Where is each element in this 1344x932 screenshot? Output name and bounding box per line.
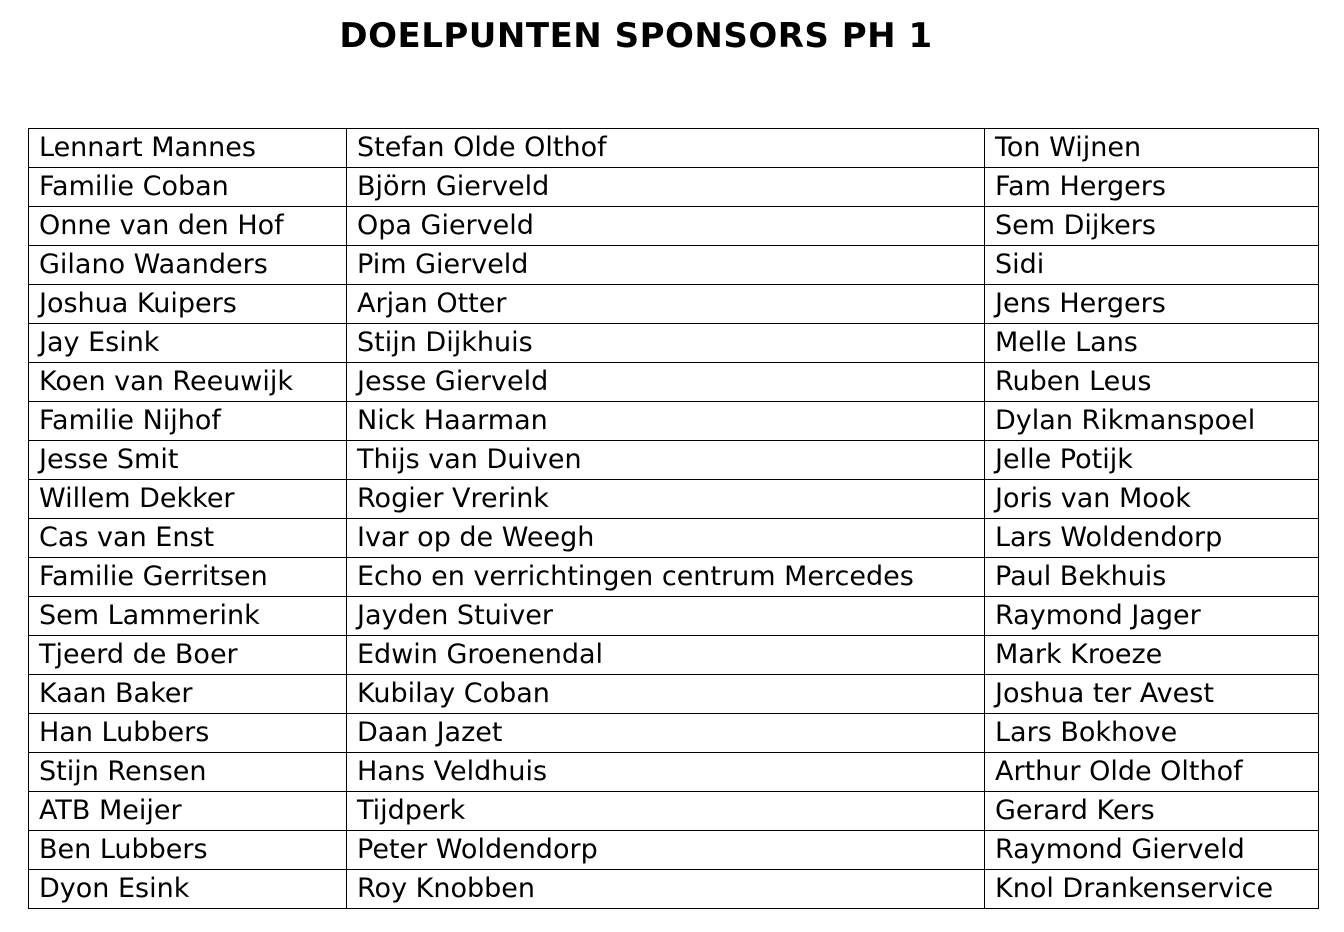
sponsor-name-cell: Koen van Reeuwijk — [29, 363, 347, 402]
sponsor-name-cell: Mark Kroeze — [985, 636, 1319, 675]
sponsor-name-cell: Knol Drankenservice — [985, 870, 1319, 909]
sponsor-name-cell: Sem Lammerink — [29, 597, 347, 636]
sponsor-table — [28, 128, 1319, 909]
sponsor-name-cell: Arjan Otter — [347, 285, 985, 324]
sponsor-name-cell: Fam Hergers — [985, 168, 1319, 207]
sponsor-table-body — [29, 129, 1319, 909]
sponsor-name-cell: Ben Lubbers — [29, 831, 347, 870]
sponsor-name-cell: Gerard Kers — [985, 792, 1319, 831]
table-row — [29, 714, 1319, 753]
sponsor-name-cell: Nick Haarman — [347, 402, 985, 441]
sponsor-name-cell: Familie Gerritsen — [29, 558, 347, 597]
sponsor-name-cell: Paul Bekhuis — [985, 558, 1319, 597]
sponsor-name-cell: Familie Coban — [29, 168, 347, 207]
table-row — [29, 831, 1319, 870]
sponsor-name-cell: Dylan Rikmanspoel — [985, 402, 1319, 441]
table-row — [29, 597, 1319, 636]
sponsor-name-cell: Stijn Rensen — [29, 753, 347, 792]
sponsor-name-cell: Pim Gierveld — [347, 246, 985, 285]
sponsor-name-cell: Lars Bokhove — [985, 714, 1319, 753]
table-row — [29, 246, 1319, 285]
sponsor-name-cell: Ton Wijnen — [985, 129, 1319, 168]
sponsor-name-cell: Thijs van Duiven — [347, 441, 985, 480]
sponsor-name-cell: Sem Dijkers — [985, 207, 1319, 246]
sponsor-name-cell: Han Lubbers — [29, 714, 347, 753]
table-row — [29, 558, 1319, 597]
sponsor-name-cell: ATB Meijer — [29, 792, 347, 831]
table-row — [29, 519, 1319, 558]
sponsor-name-cell: Roy Knobben — [347, 870, 985, 909]
table-row — [29, 129, 1319, 168]
sponsor-name-cell: Daan Jazet — [347, 714, 985, 753]
sponsor-name-cell: Sidi — [985, 246, 1319, 285]
sponsor-name-cell: Kaan Baker — [29, 675, 347, 714]
sponsor-name-cell: Cas van Enst — [29, 519, 347, 558]
sponsor-name-cell: Björn Gierveld — [347, 168, 985, 207]
sponsor-name-cell: Edwin Groenendal — [347, 636, 985, 675]
table-row — [29, 168, 1319, 207]
sponsor-name-cell: Jay Esink — [29, 324, 347, 363]
sponsor-name-cell: Opa Gierveld — [347, 207, 985, 246]
sponsor-name-cell: Peter Woldendorp — [347, 831, 985, 870]
sponsor-name-cell: Raymond Gierveld — [985, 831, 1319, 870]
sponsor-name-cell: Ivar op de Weegh — [347, 519, 985, 558]
sponsor-name-cell: Tjeerd de Boer — [29, 636, 347, 675]
sponsor-name-cell: Kubilay Coban — [347, 675, 985, 714]
sponsor-name-cell: Familie Nijhof — [29, 402, 347, 441]
sponsor-name-cell: Jesse Smit — [29, 441, 347, 480]
sponsor-name-cell: Melle Lans — [985, 324, 1319, 363]
sponsor-name-cell: Jens Hergers — [985, 285, 1319, 324]
sponsor-name-cell: Tijdperk — [347, 792, 985, 831]
sponsor-name-cell: Gilano Waanders — [29, 246, 347, 285]
sponsor-name-cell: Jayden Stuiver — [347, 597, 985, 636]
sponsor-name-cell: Joris van Mook — [985, 480, 1319, 519]
sponsor-name-cell: Stefan Olde Olthof — [347, 129, 985, 168]
sponsor-name-cell: Lars Woldendorp — [985, 519, 1319, 558]
sponsor-name-cell: Joshua ter Avest — [985, 675, 1319, 714]
table-row — [29, 870, 1319, 909]
table-row — [29, 285, 1319, 324]
sponsor-name-cell: Ruben Leus — [985, 363, 1319, 402]
sponsor-name-cell: Rogier Vrerink — [347, 480, 985, 519]
table-row — [29, 636, 1319, 675]
sponsor-name-cell: Jelle Potijk — [985, 441, 1319, 480]
table-row — [29, 792, 1319, 831]
sponsor-name-cell: Raymond Jager — [985, 597, 1319, 636]
sponsor-name-cell: Dyon Esink — [29, 870, 347, 909]
sponsor-name-cell: Hans Veldhuis — [347, 753, 985, 792]
sponsor-name-cell: Lennart Mannes — [29, 129, 347, 168]
table-row — [29, 675, 1319, 714]
sponsor-name-cell: Stijn Dijkhuis — [347, 324, 985, 363]
sponsor-name-cell: Arthur Olde Olthof — [985, 753, 1319, 792]
sponsor-name-cell: Onne van den Hof — [29, 207, 347, 246]
table-row — [29, 402, 1319, 441]
table-row — [29, 207, 1319, 246]
sponsor-name-cell: Willem Dekker — [29, 480, 347, 519]
table-row — [29, 363, 1319, 402]
sponsor-name-cell: Jesse Gierveld — [347, 363, 985, 402]
page-title: DOELPUNTEN SPONSORS PH 1 — [339, 16, 933, 56]
sponsor-name-cell: Echo en verrichtingen centrum Mercedes — [347, 558, 985, 597]
table-row — [29, 324, 1319, 363]
sponsor-name-cell: Joshua Kuipers — [29, 285, 347, 324]
table-row — [29, 441, 1319, 480]
table-row — [29, 753, 1319, 792]
table-row — [29, 480, 1319, 519]
